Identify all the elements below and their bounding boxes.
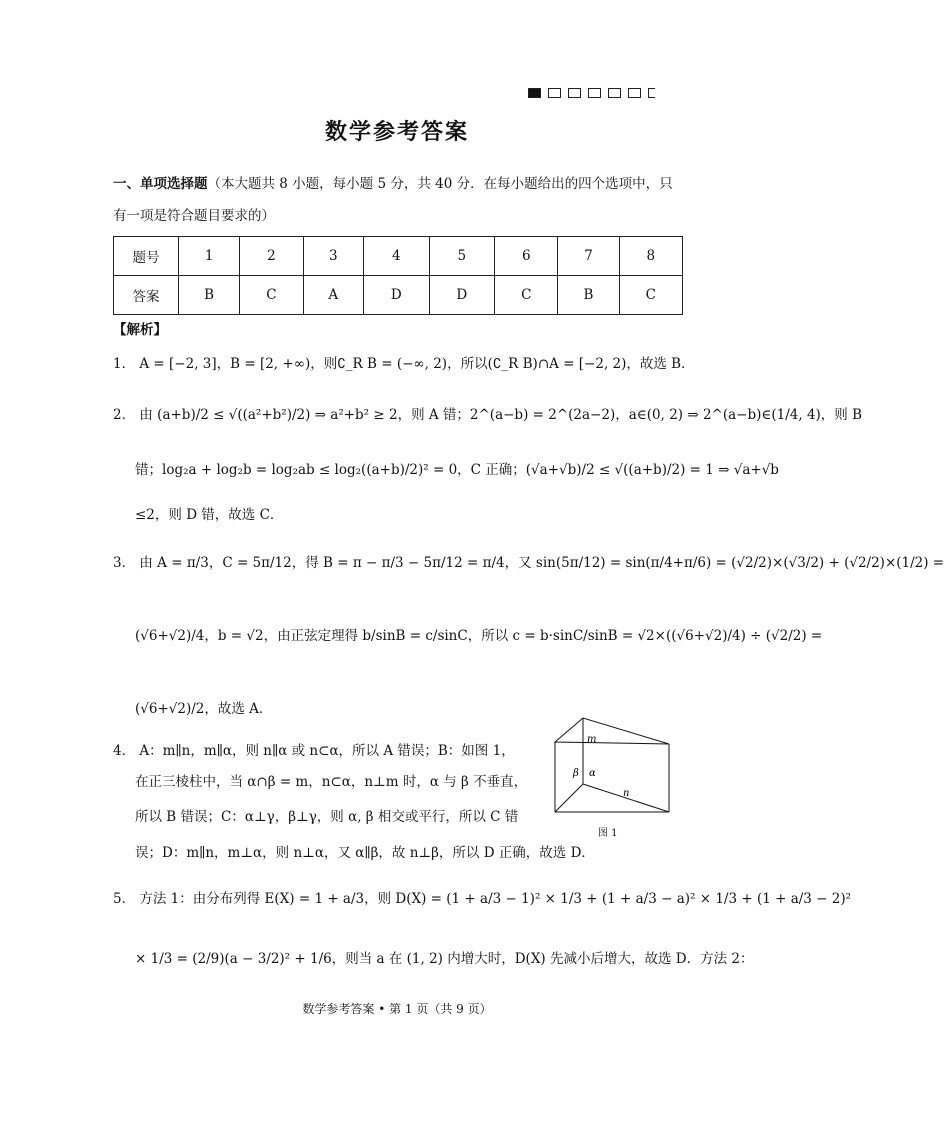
solution-line: 错；log₂a + log₂b = log₂ab ≤ log₂((a+b)/2)² = 0，C 正确；(√a+√b)/2 ≤ √((a+b)/2) = 1 ⇒ √a+√b bbox=[135, 462, 779, 478]
solution-line: 所以 B 错误；C：α⊥γ，β⊥γ，则 α, β 相交或平行，所以 C 错 bbox=[135, 809, 519, 825]
analysis-label: 【解析】 bbox=[113, 322, 167, 338]
section-title: 一、单项选择题 bbox=[113, 176, 208, 192]
solution-line: 4． A：m∥n，m∥α，则 n∥α 或 n⊂α，所以 A 错误；B：如图 1， bbox=[113, 743, 515, 759]
solution-line: × 1/3 = (2/9)(a − 3/2)² + 1/6，则当 a 在 (1, 2) 内增大时，D(X) 先减小后增大，故选 D．方法 2： bbox=[135, 951, 754, 967]
table-cell: C bbox=[619, 276, 682, 315]
square-marker bbox=[608, 88, 621, 98]
square-marker bbox=[628, 88, 641, 98]
solution-line: 3． 由 A = π/3，C = 5π/12，得 B = π − π/3 − 5π/12 = π/4，又 sin(5π/12) = sin(π/4+π/6) = (√2/2)×(√3/2) + (√2/2)×(1/2) = bbox=[113, 555, 944, 571]
square-marker bbox=[548, 88, 561, 98]
figure-label: β bbox=[573, 768, 579, 779]
solution-line: 在正三棱柱中，当 α∩β = m，n⊂α，n⊥m 时，α 与 β 不垂直， bbox=[135, 774, 528, 790]
section-heading bbox=[113, 168, 683, 232]
solution-line: 1． A = [−2, 3]，B = [2, +∞)，则∁_R B = (−∞, 2)，所以(∁_R B)∩A = [−2, 2)，故选 B． bbox=[113, 356, 695, 372]
section-note: （本大题共 8 小题，每小题 5 分，共 40 分．在每小题给出的四个选项中，只有一项是符合题目要求的） bbox=[113, 176, 673, 224]
square-marker bbox=[568, 88, 581, 98]
table-cell: 8 bbox=[619, 237, 682, 276]
table-header-cell: 题号 bbox=[114, 237, 179, 276]
table-cell: B bbox=[558, 276, 619, 315]
figure-label: m bbox=[587, 734, 597, 745]
page-footer: 数学参考答案 • 第 1 页（共 9 页） bbox=[302, 1002, 492, 1016]
table-cell: 1 bbox=[179, 237, 240, 276]
header-squares bbox=[528, 88, 655, 98]
square-marker bbox=[588, 88, 601, 98]
figure-caption: 图 1 bbox=[598, 828, 618, 839]
table-cell: 2 bbox=[240, 237, 303, 276]
page-title: 数学参考答案 bbox=[324, 119, 469, 145]
table-cell: 4 bbox=[363, 237, 429, 276]
square-marker bbox=[528, 88, 541, 98]
table-cell: 5 bbox=[429, 237, 495, 276]
table-cell: 3 bbox=[303, 237, 363, 276]
table-cell: D bbox=[363, 276, 429, 315]
solution-line: (√6+√2)/4，b = √2，由正弦定理得 b/sinB = c/sinC，所以 c = b·sinC/sinB = √2×((√6+√2)/4) ÷ (√2/2) = bbox=[135, 628, 823, 644]
prism-figure bbox=[553, 712, 673, 822]
solution-line: ≤2，则 D 错，故选 C． bbox=[135, 507, 284, 523]
solution-line: 误；D：m∥n，m⊥α，则 n⊥α，又 α∥β，故 n⊥β，所以 D 正确，故选 D． bbox=[135, 845, 595, 861]
table-cell: C bbox=[240, 276, 303, 315]
table-cell: C bbox=[495, 276, 558, 315]
table-cell: D bbox=[429, 276, 495, 315]
table-row bbox=[114, 237, 683, 276]
solution-line: 2． 由 (a+b)/2 ≤ √((a²+b²)/2) ⇒ a²+b² ≥ 2，则 A 错；2^(a−b) = 2^(2a−2)，a∈(0, 2) ⇒ 2^(a−b)∈(1/4, 4)，则 B bbox=[113, 407, 863, 423]
table-header-cell: 答案 bbox=[114, 276, 179, 315]
figure-label: n bbox=[623, 788, 630, 799]
table-cell: B bbox=[179, 276, 240, 315]
table-cell: 7 bbox=[558, 237, 619, 276]
table-row bbox=[114, 276, 683, 315]
table-cell: 6 bbox=[495, 237, 558, 276]
table-cell: A bbox=[303, 276, 363, 315]
square-marker bbox=[648, 88, 655, 98]
solution-line: (√6+√2)/2，故选 A． bbox=[135, 701, 273, 717]
figure-label: α bbox=[589, 768, 596, 779]
solution-line: 5． 方法 1：由分布列得 E(X) = 1 + a/3，则 D(X) = (1 + a/3 − 1)² × 1/3 + (1 + a/3 − a)² × 1/3 + (1 + a/3 − 2)² bbox=[113, 891, 852, 907]
answer-table bbox=[113, 236, 683, 315]
